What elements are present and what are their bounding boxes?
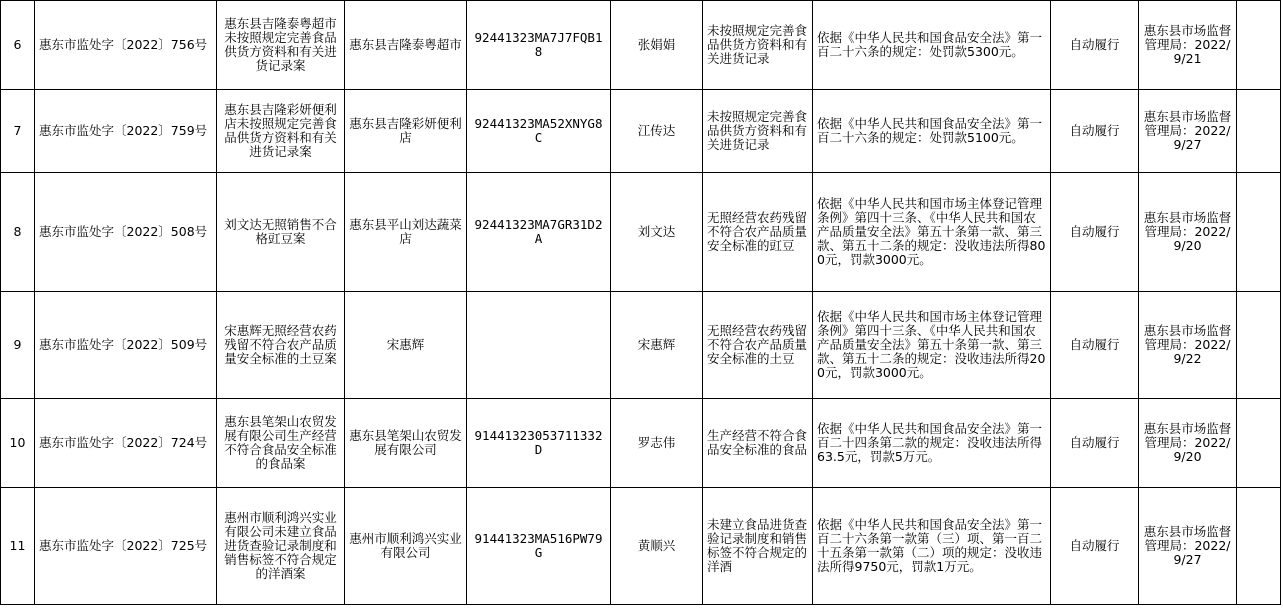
credit-code: 91441323MA516PW79G [467, 488, 611, 605]
case-name: 惠州市顺利鸿兴实业有限公司未建立食品进货查验记录制度和销售标签不符合规定的洋酒案 [217, 488, 345, 605]
credit-code: 91441323053711332D [467, 399, 611, 488]
penalty-basis: 依据《中华人民共和国食品安全法》第一百二十六条的规定：处罚款5100元。 [813, 90, 1051, 173]
entity-name: 惠东县平山刘达蔬菜店 [345, 173, 467, 292]
row-index: 11 [1, 488, 35, 605]
authority-date: 惠东县市场监督管理局：2022/9/21 [1139, 1, 1237, 90]
entity-name: 惠东县吉隆泰粤超市 [345, 1, 467, 90]
credit-code: 92441323MA7GR31D2A [467, 173, 611, 292]
violation-fact: 未按照规定完善食品供货方资料和有关进货记录 [703, 1, 813, 90]
violation-fact: 未建立食品进货查验记录制度和销售标签不符合规定的洋酒 [703, 488, 813, 605]
execution-status: 自动履行 [1051, 488, 1139, 605]
execution-status: 自动履行 [1051, 173, 1139, 292]
case-name: 惠东县吉隆泰粤超市未按照规定完善食品供货方资料和有关进货记录案 [217, 1, 345, 90]
entity-name: 惠州市顺利鸿兴实业有限公司 [345, 488, 467, 605]
case-number: 惠东市监处字〔2022〕508号 [35, 173, 217, 292]
violation-fact: 无照经营农药残留不符合农产品质量安全标准的土豆 [703, 292, 813, 399]
empty-cell [1237, 90, 1281, 173]
row-index: 8 [1, 173, 35, 292]
execution-status: 自动履行 [1051, 292, 1139, 399]
credit-code [467, 292, 611, 399]
empty-cell [1237, 292, 1281, 399]
authority-date: 惠东县市场监督管理局：2022/9/27 [1139, 488, 1237, 605]
legal-person: 宋惠辉 [611, 292, 703, 399]
row-index: 7 [1, 90, 35, 173]
table-row [1, 1, 1281, 90]
penalty-basis: 依据《中华人民共和国食品安全法》第一百二十六条第一款第（三）项、第一百二十五条第一款第（二）项的规定：没收违法所得9750元，罚款1万元。 [813, 488, 1051, 605]
penalty-basis: 依据《中华人民共和国食品安全法》第一百二十四条第二款的规定：没收违法所得63.5元，罚款5万元。 [813, 399, 1051, 488]
empty-cell [1237, 488, 1281, 605]
case-name: 惠东县笔架山农贸发展有限公司生产经营不符合食品安全标准的食品案 [217, 399, 345, 488]
table-row [1, 399, 1281, 488]
empty-cell [1237, 1, 1281, 90]
table-row [1, 90, 1281, 173]
credit-code: 92441323MA52XNYG8C [467, 90, 611, 173]
violation-fact: 未按照规定完善食品供货方资料和有关进货记录 [703, 90, 813, 173]
case-number: 惠东市监处字〔2022〕756号 [35, 1, 217, 90]
penalty-basis: 依据《中华人民共和国食品安全法》第一百二十六条的规定：处罚款5300元。 [813, 1, 1051, 90]
case-number: 惠东市监处字〔2022〕759号 [35, 90, 217, 173]
legal-person: 罗志伟 [611, 399, 703, 488]
execution-status: 自动履行 [1051, 1, 1139, 90]
execution-status: 自动履行 [1051, 399, 1139, 488]
authority-date: 惠东县市场监督管理局：2022/9/20 [1139, 399, 1237, 488]
table-row [1, 488, 1281, 605]
violation-fact: 无照经营农药残留不符合农产品质量安全标准的豇豆 [703, 173, 813, 292]
legal-person: 张娟娟 [611, 1, 703, 90]
case-name: 刘文达无照销售不合格豇豆案 [217, 173, 345, 292]
entity-name: 惠东县吉隆彩妍便利店 [345, 90, 467, 173]
case-name: 宋惠辉无照经营农药残留不符合农产品质量安全标准的土豆案 [217, 292, 345, 399]
authority-date: 惠东县市场监督管理局：2022/9/27 [1139, 90, 1237, 173]
empty-cell [1237, 399, 1281, 488]
execution-status: 自动履行 [1051, 90, 1139, 173]
row-index: 9 [1, 292, 35, 399]
table-row [1, 173, 1281, 292]
row-index: 10 [1, 399, 35, 488]
row-index: 6 [1, 1, 35, 90]
credit-code: 92441323MA7J7FQB18 [467, 1, 611, 90]
authority-date: 惠东县市场监督管理局：2022/9/20 [1139, 173, 1237, 292]
table-row [1, 292, 1281, 399]
case-number: 惠东市监处字〔2022〕724号 [35, 399, 217, 488]
entity-name: 宋惠辉 [345, 292, 467, 399]
entity-name: 惠东县笔架山农贸发展有限公司 [345, 399, 467, 488]
legal-person: 江传达 [611, 90, 703, 173]
violation-fact: 生产经营不符合食品安全标准的食品 [703, 399, 813, 488]
case-number: 惠东市监处字〔2022〕509号 [35, 292, 217, 399]
case-number: 惠东市监处字〔2022〕725号 [35, 488, 217, 605]
penalty-basis: 依据《中华人民共和国市场主体登记管理条例》第四十三条、《中华人民共和国农产品质量安全法》第五十条第一款、第三款、第五十二条的规定：没收违法所得200元，罚款3000元。 [813, 292, 1051, 399]
penalty-basis: 依据《中华人民共和国市场主体登记管理条例》第四十三条、《中华人民共和国农产品质量安全法》第五十条第一款、第三款、第五十二条的规定：没收违法所得800元，罚款3000元。 [813, 173, 1051, 292]
case-name: 惠东县吉隆彩妍便利店未按照规定完善食品供货方资料和有关进货记录案 [217, 90, 345, 173]
legal-person: 刘文达 [611, 173, 703, 292]
authority-date: 惠东县市场监督管理局：2022/9/22 [1139, 292, 1237, 399]
empty-cell [1237, 173, 1281, 292]
legal-person: 黄顺兴 [611, 488, 703, 605]
